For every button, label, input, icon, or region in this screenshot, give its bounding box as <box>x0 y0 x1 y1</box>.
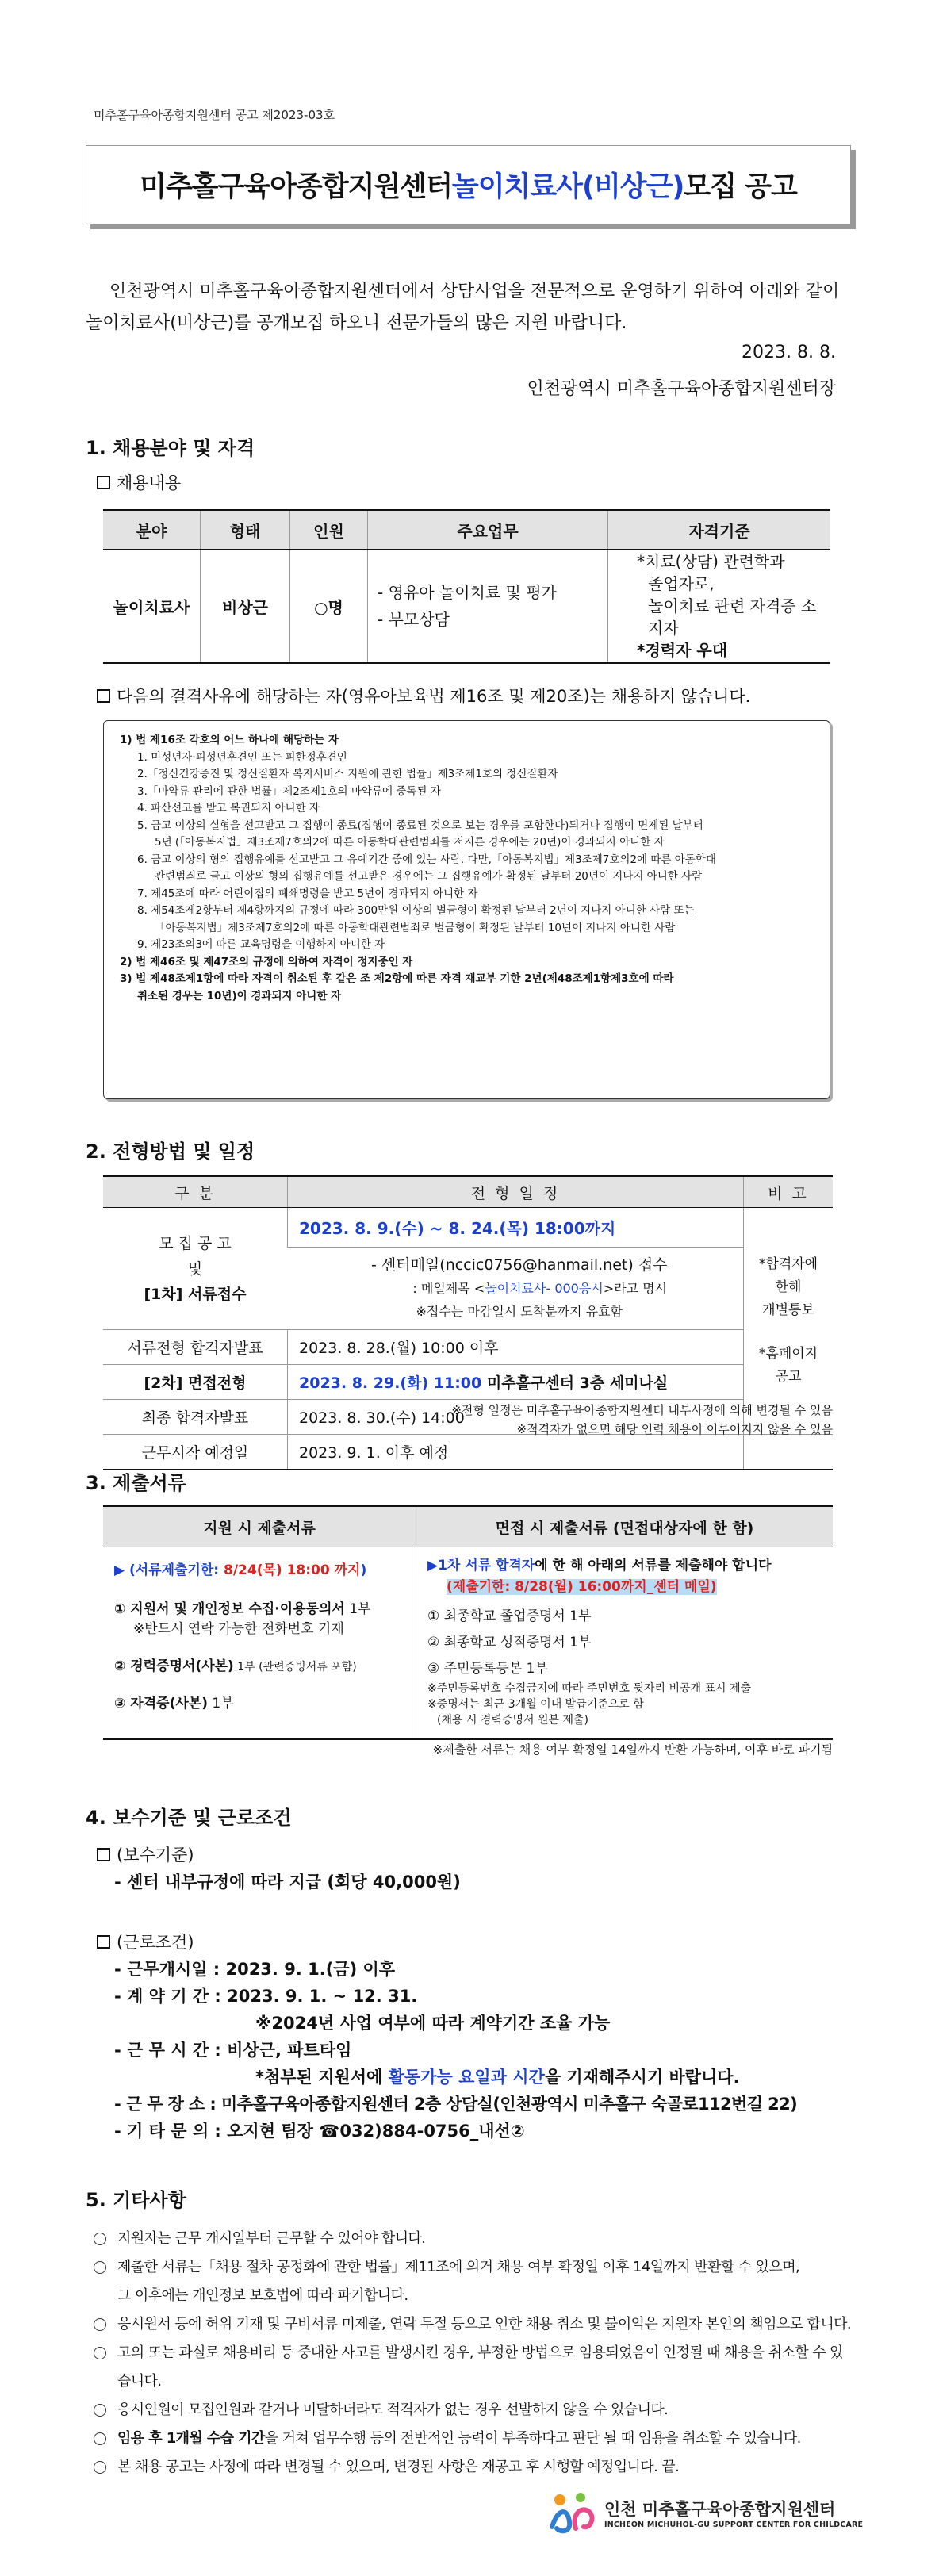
title-part1: 미추홀구육아종합지원센터 <box>140 171 452 203</box>
hours-note-b: 활동가능 요일과 시간 <box>388 2068 545 2087</box>
probation-rest: 을 거쳐 업무수행 등의 전반적인 능력이 부족하다고 판단 될 때 임용을 취소할 수 있습니다. <box>264 2430 801 2447</box>
interview-note-1: ※주민등록번호 수집금지에 따라 주민번호 뒷자리 비공개 표시 제출 <box>427 1682 752 1695</box>
center-logo-text <box>604 2497 863 2529</box>
conditions-block <box>97 1929 858 2145</box>
schedule-note: ※전형 일정은 미추홀구육아종합지원센터 내부사정에 의해 변경될 수 있음 <box>451 1403 833 1417</box>
interview-doc-2: ② 최종학교 성적증명서 1부 <box>427 1635 592 1650</box>
th-duty: 주요업무 <box>368 510 608 550</box>
apply-doc-2-name: ② 경력증명서(사본) <box>114 1658 234 1674</box>
schedule-note: ※적격자가 없으면 해당 인력 채용이 이루어지지 않을 수 있음 <box>516 1422 833 1436</box>
checkbox-square-icon <box>97 1848 110 1861</box>
disqualification-title <box>97 684 750 707</box>
item-text: 응시인원이 모집인원과 같거나 미달하더라도 적격자가 없는 경우 선발하지 않을 수 있습니다. <box>117 2402 669 2418</box>
interview-label: [2차] 면접전형 <box>103 1365 288 1400</box>
final-result-date: 2023. 8. 30.(수) 14:00 <box>288 1400 744 1435</box>
disq-line: 1) 법 제16조 각호의 어느 하나에 해당하는 자 <box>120 734 339 746</box>
th-category: 구 분 <box>103 1176 288 1208</box>
disq-line: 「아동복지법」제3조제7호의2에 따른 아동학대관련범죄로 벌금형이 확정된 날부터 10년이 지나지 아니한 사람 <box>155 921 676 934</box>
apply-doc-3 <box>114 1692 404 1712</box>
interview-deadline: (제출기한: 8/28(월) 16:00까지_센터 메일) <box>447 1579 717 1595</box>
apply-label-2: 및 <box>187 1259 203 1278</box>
circle-bullet-icon <box>94 2261 106 2274</box>
doc-result-label: 서류전형 합격자발표 <box>103 1330 288 1365</box>
apply-doc-1-qty: 1부 <box>344 1601 371 1617</box>
probation-bold: 임용 후 1개월 수습 기간 <box>117 2430 265 2447</box>
interview-lead-b: 에 한 해 아래의 서류를 제출해야 합니다 <box>535 1558 772 1574</box>
apply-doc-1-note: ※반드시 연락 가능한 전화번호 기재 <box>133 1621 344 1637</box>
condition-period: - 계 약 기 간 : 2023. 9. 1. ~ 12. 31. <box>114 1987 418 2006</box>
qual-4: *경력자 우대 <box>637 641 728 660</box>
apply-doc-2 <box>114 1654 404 1674</box>
title-part3: 모집 공고 <box>684 171 797 203</box>
disq-line: 8. 제54조제2항부터 제4항까지의 규정에 따라 300만원 이상의 벌금형이 확정된 날부터 2년이 지나지 아니한 사람 또는 <box>137 904 695 917</box>
other-items <box>94 2225 855 2482</box>
th-apply-docs: 지원 시 제출서류 <box>103 1506 416 1547</box>
cell-qual <box>608 550 831 664</box>
start-date-label: 근무시작 예정일 <box>103 1435 288 1470</box>
row-apply-label <box>103 1208 288 1330</box>
list-item <box>94 2225 855 2253</box>
circle-bullet-icon <box>94 2347 106 2359</box>
interview-doc-1: ① 최종학교 졸업증명서 1부 <box>427 1608 592 1624</box>
interview-deadline-wrap <box>427 1575 822 1595</box>
page-title <box>86 145 851 224</box>
circle-bullet-icon <box>94 2404 106 2417</box>
section4-heading: 4. 보수기준 및 근로조건 <box>86 1807 292 1829</box>
apply-deadline-b: 8/24(목) 18:00 까지 <box>224 1562 361 1578</box>
apply-subject <box>307 1277 733 1300</box>
interview-date <box>288 1365 744 1400</box>
apply-label-1: 모 집 공 고 <box>159 1234 232 1252</box>
condition-start: - 근무개시일 : 2023. 9. 1.(금) 이후 <box>114 1960 396 1979</box>
disq-line: 4. 파산선고를 받고 복권되지 아니한 자 <box>137 802 320 815</box>
doc-result-date: 2023. 8. 28.(월) 10:00 이후 <box>288 1330 744 1365</box>
list-item <box>94 2396 855 2425</box>
list-item <box>94 2253 855 2310</box>
apply-detail <box>288 1248 744 1330</box>
interview-note-2: ※증명서는 최근 3개월 이내 발급기준으로 함 <box>427 1698 644 1711</box>
notice-date: 2023. 8. 8. <box>742 343 836 362</box>
item-text: 본 채용 공고는 사정에 따라 변경될 수 있으며, 변경된 사항은 재공고 후 시행할 예정입니다. 끝. <box>117 2459 680 2475</box>
item-text-line: 그 이후에는 개인정보 보호법에 따라 파기합니다. <box>117 2287 408 2304</box>
duty-2: - 부모상담 <box>378 610 450 629</box>
center-logo-icon <box>547 2490 598 2535</box>
qual-2: 졸업자로, <box>648 574 715 593</box>
th-schedule: 전 형 일 정 <box>288 1176 744 1208</box>
title-highlight: 놀이치료사(비상근) <box>451 171 684 203</box>
apply-doc-2-qty: 1부 (관련증빙서류 포함) <box>233 1661 357 1673</box>
duty-1: - 영유아 놀이치료 및 평가 <box>378 583 557 602</box>
issuer: 인천광역시 미추홀구육아종합지원센터장 <box>527 379 836 399</box>
section3-heading: 3. 제출서류 <box>86 1472 186 1494</box>
documents-note: ※제출한 서류는 채용 여부 확정일 14일까지 반환 가능하며, 이후 바로 파기됨 <box>432 1742 833 1757</box>
apply-deadline-c: ) <box>360 1562 367 1578</box>
apply-deadline <box>114 1558 404 1578</box>
remark-line: 개별통보 <box>762 1302 814 1318</box>
item-text: 지원자는 근무 개시일부터 근무할 수 있어야 합니다. <box>117 2230 426 2247</box>
checkbox-square-icon <box>97 689 110 703</box>
condition-contact: - 기 타 문 의 : 오지현 팀장 ☎032)884-0756_내선② <box>114 2122 525 2141</box>
apply-label-3: [1차] 서류접수 <box>144 1285 247 1303</box>
qual-1: *치료(상담) 관련학과 <box>637 552 785 571</box>
remark-line: 한해 <box>775 1279 802 1295</box>
condition-place: - 근 무 장 소 : 미추홀구육아종합지원센터 2층 상담실(인천광역시 미추홀구 숙골로112번길 22) <box>114 2095 798 2114</box>
apply-doc-3-name: ③ 자격증(사본) <box>114 1696 208 1712</box>
circle-bullet-icon <box>94 2233 106 2245</box>
disq-line: 2) 법 제46조 및 제47조의 규정에 의하여 자격이 정지중인 자 <box>120 955 413 968</box>
interview-docs-cell <box>416 1547 834 1740</box>
cell-duty <box>368 550 608 664</box>
hours-note-c: 을 기재해주시기 바랍니다. <box>544 2068 740 2087</box>
section1-heading: 1. 채용분야 및 자격 <box>86 437 255 459</box>
remark-line: 공고 <box>775 1369 802 1385</box>
th-interview-docs: 면접 시 제출서류 (면접대상자에 한 함) <box>416 1506 834 1547</box>
list-item <box>94 2339 855 2396</box>
interview-doc-3: ③ 주민등록등본 1부 <box>427 1661 548 1677</box>
logo-subtitle: INCHEON MICHUHOL-GU SUPPORT CENTER FOR CHILDCARE <box>604 2520 864 2529</box>
subject-c: >라고 명시 <box>603 1281 668 1296</box>
conditions-title-text: (근로조건) <box>117 1933 194 1952</box>
checkbox-square-icon <box>97 1935 110 1949</box>
disqualification-title-text: 다음의 결격사유에 해당하는 자(영유아보육법 제16조 및 제20조)는 채용하지 않습니다. <box>117 687 751 706</box>
circle-bullet-icon <box>94 2318 106 2331</box>
disq-line: 관련범죄로 금고 이상의 형의 집행유예를 선고받은 경우에는 그 집행유예가 확정된 날부터 20년이 지나지 아니한 사람 <box>155 870 703 883</box>
pay-text: - 센터 내부규정에 따라 지급 (회당 40,000원) <box>114 1873 461 1892</box>
disq-line: 9. 제23조의3에 따른 교육명령을 이행하지 아니한 자 <box>137 938 385 951</box>
pay-block <box>97 1842 461 1896</box>
apply-docs-cell <box>103 1547 416 1740</box>
disqualification-box <box>103 720 830 1099</box>
th-count: 인원 <box>290 510 368 550</box>
qual-3: 놀이치료 관련 자격증 소지자 <box>648 596 817 638</box>
disq-line: 3) 법 제48조제1항에 따라 자격이 취소된 후 같은 조 제2항에 따른 자격 재교부 기한 2년(제48조제1항제3호에 따라 <box>120 972 674 985</box>
apply-period: 2023. 8. 9.(수) ~ 8. 24.(목) 18:00까지 <box>288 1208 744 1248</box>
item-text: 응시원서 등에 허위 기재 및 구비서류 미제출, 연락 두절 등으로 인한 채용 취소 및 불이익은 지원자 본인의 책임으로 합니다. <box>117 2316 852 2333</box>
interview-note-3: (채용 시 경력증명서 원본 제출) <box>437 1714 589 1727</box>
interview-lead <box>427 1554 822 1574</box>
condition-hours: - 근 무 시 간 : 비상근, 파트타임 <box>114 2041 352 2060</box>
circle-bullet-icon <box>94 2461 106 2474</box>
disq-line: 6. 금고 이상의 형의 집행유예를 선고받고 그 유예기간 중에 있는 사람. 다만,「아동복지법」제3조제7호의2에 따른 아동학대 <box>137 853 716 866</box>
circle-bullet-icon <box>94 2432 106 2445</box>
apply-doc-3-qty: 1부 <box>207 1696 234 1712</box>
hours-note-a: *첨부된 지원서에 <box>255 2068 389 2087</box>
conditions-title <box>97 1929 858 1956</box>
start-date-value: 2023. 9. 1. 이후 예정 <box>288 1435 744 1470</box>
apply-mail: - 센터메일(nccic0756@hanmail.net) 접수 <box>370 1256 668 1274</box>
recruit-table <box>103 509 830 664</box>
apply-deadline-a: ▶ (서류제출기한: <box>114 1562 224 1578</box>
pay-title <box>97 1842 461 1869</box>
item-text <box>117 2253 799 2310</box>
disq-line: 3.「마약류 관리에 관한 법률」제2조제1호의 마약류에 중독된 자 <box>137 784 441 798</box>
cell-field: 놀이치료사 <box>103 550 201 664</box>
list-item <box>94 2425 855 2453</box>
condition-period-note: ※2024년 사업 여부에 따라 계약기간 조율 가능 <box>255 2014 611 2033</box>
disq-line: 취소된 경우는 10년)이 경과되지 아니한 자 <box>137 989 342 1002</box>
remark-line: *합격자에 <box>758 1256 818 1272</box>
list-item <box>94 2453 855 2482</box>
th-remark: 비 고 <box>744 1176 834 1208</box>
intro-text: 인천광역시 미추홀구육아종합지원센터에서 상담사업을 전문적으로 운영하기 위하여 아래와 같이 놀이치료사(비상근)를 공개모집 하오니 전문가들의 많은 지원 바랍니다. <box>86 282 840 333</box>
schedule-notes <box>451 1401 833 1439</box>
item-text: 고의 또는 과실로 채용비리 등 중대한 사고를 발생시킨 경우, 부정한 방법으로 임용되었음이 인정될 때 채용을 취소할 수 있습니다. <box>117 2344 843 2390</box>
section1-sub-label: 채용내용 <box>117 473 182 493</box>
apply-doc-1-name: ① 지원서 및 개인정보 수집·이용동의서 <box>114 1601 345 1617</box>
section2-heading: 2. 전형방법 및 일정 <box>86 1140 255 1163</box>
th-field: 분야 <box>103 510 201 550</box>
item-text-line: 제출한 서류는「채용 절차 공정화에 관한 법률」제11조에 의거 채용 여부 확정일 이후 14일까지 반환할 수 있으며, <box>117 2259 800 2275</box>
documents-table <box>103 1505 833 1740</box>
interview-lead-a: ▶1차 서류 합격자 <box>427 1558 535 1574</box>
th-type: 형태 <box>201 510 290 550</box>
th-qual: 자격기준 <box>608 510 831 550</box>
logo-title: 인천 미추홀구육아종합지원센터 <box>604 2499 836 2519</box>
center-logo <box>547 2490 863 2535</box>
list-item <box>94 2310 855 2339</box>
remark-line: *홈페이지 <box>758 1346 818 1362</box>
section1-sub <box>97 470 181 494</box>
disq-line: 7. 제45조에 따라 어린이집의 폐쇄명령을 받고 5년이 경과되지 아니한 자 <box>137 887 478 900</box>
disq-line: 5년 (「아동복지법」제3조제7호의2에 따른 아동학대관련범죄를 저지른 경우에는 20년)이 경과되지 아니한 자 <box>155 836 665 849</box>
interview-place: 미추홀구센터 3층 세미나실 <box>481 1374 669 1392</box>
item-text <box>117 2425 801 2453</box>
final-result-label: 최종 합격자발표 <box>103 1400 288 1435</box>
pay-title-text: (보수기준) <box>117 1846 194 1865</box>
apply-doc-1 <box>114 1597 404 1617</box>
checkbox-square-icon <box>97 476 110 489</box>
disq-line: 1. 미성년자·피성년후견인 또는 피한정후견인 <box>137 750 347 764</box>
disq-line: 2.「정신건강증진 및 정신질환자 복지서비스 지원에 관한 법률」제3조제1호의 정신질환자 <box>137 768 558 780</box>
cell-type: 비상근 <box>201 550 290 664</box>
interview-time: 2023. 8. 29.(화) 11:00 <box>299 1374 482 1392</box>
subject-a: : 메일제목 < <box>412 1281 485 1296</box>
disq-line: 5. 금고 이상의 실형을 선고받고 그 집행이 종료(집행이 종료된 것으로 보는 경우를 포함한다)되거나 집행이 면제된 날부터 <box>137 818 703 832</box>
apply-note: ※접수는 마감일시 도착분까지 유효함 <box>416 1304 623 1319</box>
subject-b: 놀이치료사- 000응시 <box>485 1281 604 1296</box>
cell-count: ○명 <box>290 550 368 664</box>
notice-number: 미추홀구육아종합지원센터 공고 제2023-03호 <box>94 108 335 122</box>
condition-hours-note <box>97 2064 858 2091</box>
section5-heading: 5. 기타사항 <box>86 2189 186 2211</box>
